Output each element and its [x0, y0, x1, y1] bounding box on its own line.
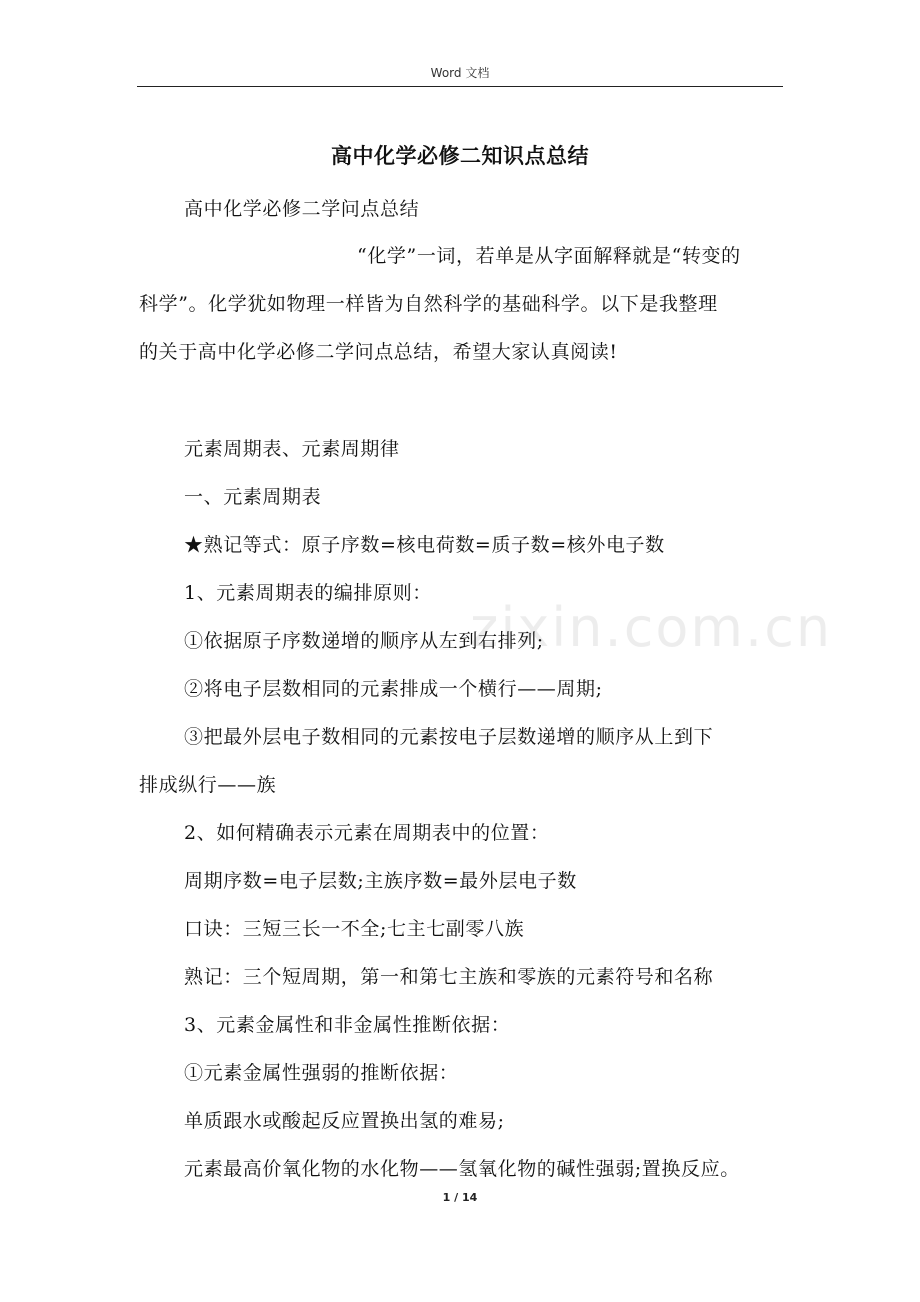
- paragraph-line: ②将电子层数相同的元素排成一个横行——周期;: [184, 678, 603, 700]
- paragraph-line: ③把最外层电子数相同的元素按电子层数递增的顺序从上到下: [184, 726, 714, 748]
- page-header: [137, 64, 783, 87]
- paragraph-line: 1、元素周期表的编排原则：: [184, 582, 432, 604]
- paragraph-line: 单质跟水或酸起反应置换出氢的难易;: [184, 1110, 505, 1132]
- page-number: 1 / 14: [442, 1191, 478, 1204]
- paragraph-line: 熟记：三个短周期，第一和第七主族和零族的元素符号和名称: [184, 966, 714, 988]
- intro-line-1: “化学”一词，若单是从字面解释就是“转变的: [357, 245, 741, 267]
- paragraph-line: 元素最高价氧化物的水化物——氢氧化物的碱性强弱;置换反应。: [184, 1158, 740, 1180]
- paragraph-line: ①元素金属性强弱的推断依据：: [184, 1062, 459, 1084]
- paragraph-line: 排成纵行——族: [139, 774, 277, 796]
- document-title: 高中化学必修二知识点总结: [331, 143, 589, 168]
- paragraph-line: 2、如何精确表示元素在周期表中的位置：: [184, 822, 550, 844]
- subsection-heading: 一、元素周期表: [184, 486, 322, 508]
- intro-line-3: 的关于高中化学必修二学问点总结，希望大家认真阅读!: [139, 341, 618, 363]
- subtitle-line: 高中化学必修二学问点总结: [184, 198, 420, 220]
- paragraph-line: ①依据原子序数递增的顺序从左到右排列;: [184, 630, 544, 652]
- paragraph-line: 周期序数=电子层数;主族序数=最外层电子数: [184, 870, 577, 892]
- paragraph-line: 口诀：三短三长一不全;七主七副零八族: [184, 918, 525, 940]
- header-text: Word 文档: [430, 66, 490, 80]
- intro-line-2: 科学”。化学犹如物理一样皆为自然科学的基础科学。以下是我整理: [139, 293, 718, 315]
- watermark: zixin.com.cn: [470, 596, 833, 659]
- paragraph-line: ★熟记等式：原子序数=核电荷数=质子数=核外电子数: [184, 534, 665, 556]
- paragraph-line: 3、元素金属性和非金属性推断依据：: [184, 1014, 511, 1036]
- section-heading: 元素周期表、元素周期律: [184, 438, 400, 460]
